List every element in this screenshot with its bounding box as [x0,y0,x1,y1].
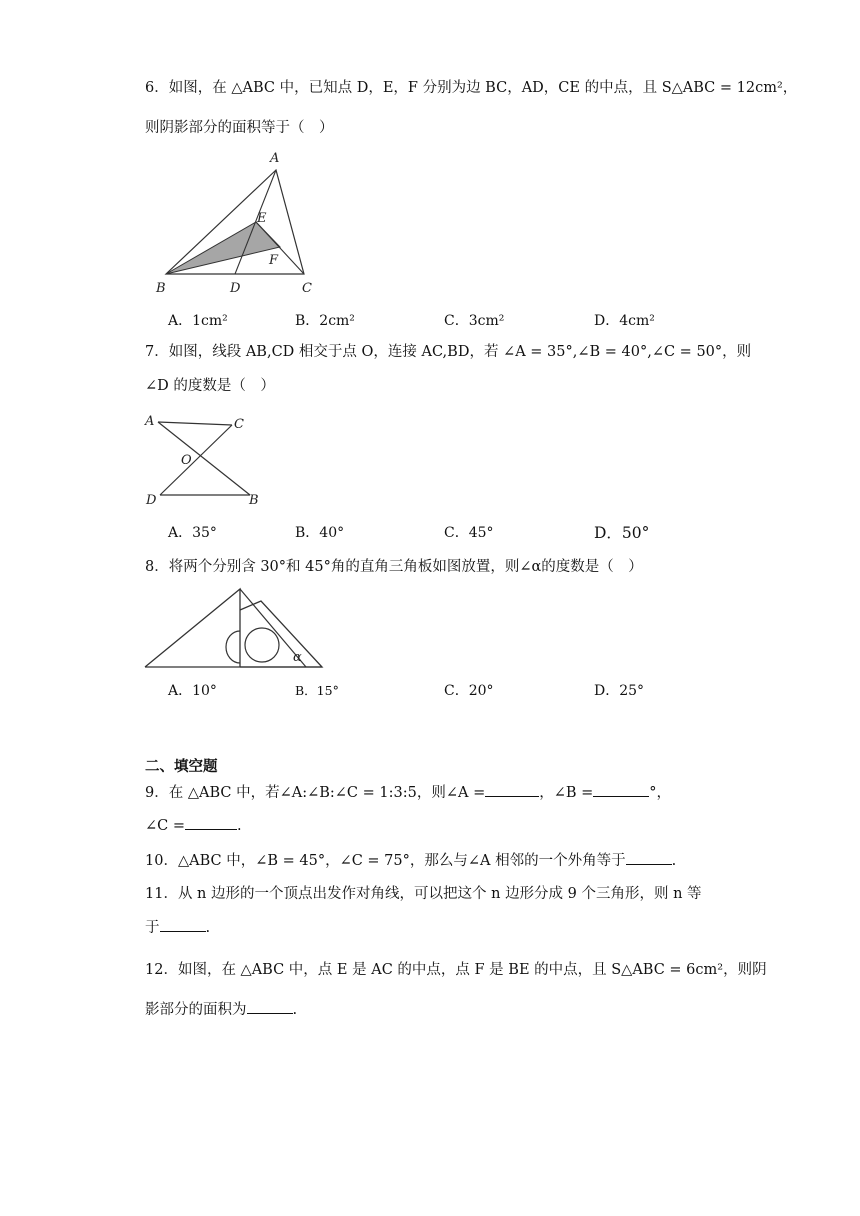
q6-option-d[interactable]: D．4cm² [594,313,655,329]
q6-line1: 6．如图，在 △ABC 中，已知点 D，E，F 分别为边 BC，AD，CE 的中点，且 S△ABC = 12cm²， [145,80,798,96]
q9-blank-b[interactable] [593,782,649,797]
q12-end: . [292,1002,298,1018]
q9-blank-a[interactable] [485,782,539,797]
q9-text-b: ，∠B = [539,785,594,801]
q8-option-b[interactable]: B．15° [295,683,339,698]
q9-line2 [145,815,242,836]
q6-label-d: D [230,281,241,296]
q6-label-a: A [270,151,280,166]
q7-segment-cd [160,425,232,495]
q8-label-alpha: α [293,650,302,665]
q7-option-a[interactable]: A．35° [168,525,217,541]
q8-line1: 8．将两个分别含 30°和 45°角的直角三角板如图放置，则∠α的度数是（ ） [145,559,643,575]
q9-blank-c[interactable] [185,815,237,830]
q11-end: . [205,920,211,936]
q6-label-c: C [302,281,312,296]
q10-blank[interactable] [626,850,672,865]
q6-option-b[interactable]: B．2cm² [295,313,355,329]
section-2-title: 二、填空题 [145,758,218,775]
q7-label-b: B [249,493,259,508]
q6-label-b: B [156,281,166,296]
q8-option-d[interactable]: D．25° [594,683,645,699]
q7-line2: ∠D 的度数是（ ） [145,378,275,394]
q7-option-d[interactable]: D．50° [594,524,650,542]
q11-line1: 11．从 n 边形的一个顶点出发作对角线，可以把这个 n 边形分成 9 个三角形，则 n 等 [145,886,702,902]
q8-triangle-45 [240,601,322,667]
q9-line1 [145,782,671,803]
q9-text-d: ∠C = [145,818,186,834]
q8-half-circle [226,631,240,663]
q8-option-a[interactable]: A．10° [168,683,217,699]
q7-option-b[interactable]: B．40° [295,525,345,541]
q12-blank[interactable] [247,999,293,1014]
q6-figure [150,150,330,300]
q9-text-a: 9．在 △ABC 中，若∠A:∠B:∠C = 1:3:5，则∠A = [145,785,486,801]
q10-end: . [671,853,677,869]
q8-option-c[interactable]: C．20° [444,683,494,699]
q12-text: 影部分的面积为 [145,1002,247,1018]
q12-line2 [145,999,297,1020]
q11-line2 [145,917,210,938]
q9-text-c: °， [649,785,672,801]
q7-line1: 7．如图，线段 AB,CD 相交于点 O，连接 AC,BD，若 ∠A = 35°,∠B = 40°,∠C = 50°，则 [145,344,752,360]
q12-line1: 12．如图，在 △ABC 中，点 E 是 AC 的中点，点 F 是 BE 的中点，且 S△ABC = 6cm²，则阴 [145,962,767,978]
q8-circle-hole [245,628,279,662]
q7-option-c[interactable]: C．45° [444,525,494,541]
q7-label-o: O [181,453,192,468]
q7-label-d: D [146,493,157,508]
q6-label-e: E [257,211,267,226]
q7-figure [142,410,272,510]
q7-segment-ac [158,422,232,425]
q11-blank[interactable] [160,917,206,932]
q10-line [145,850,676,871]
q8-triangle-30 [145,589,240,667]
q11-text: 于 [145,920,160,936]
q10-text: 10．△ABC 中，∠B = 45°，∠C = 75°，那么与∠A 相邻的一个外角等于 [145,853,626,869]
q7-label-a: A [145,414,155,429]
q9-text-e: . [237,818,242,834]
q6-option-a[interactable]: A．1cm² [168,313,228,329]
q6-triangle-abc [166,170,304,274]
q7-label-c: C [234,417,244,432]
q6-option-c[interactable]: C．3cm² [444,313,505,329]
q8-figure [143,585,333,675]
q6-label-f: F [269,253,279,268]
q6-line2: 则阴影部分的面积等于（ ） [145,120,334,136]
